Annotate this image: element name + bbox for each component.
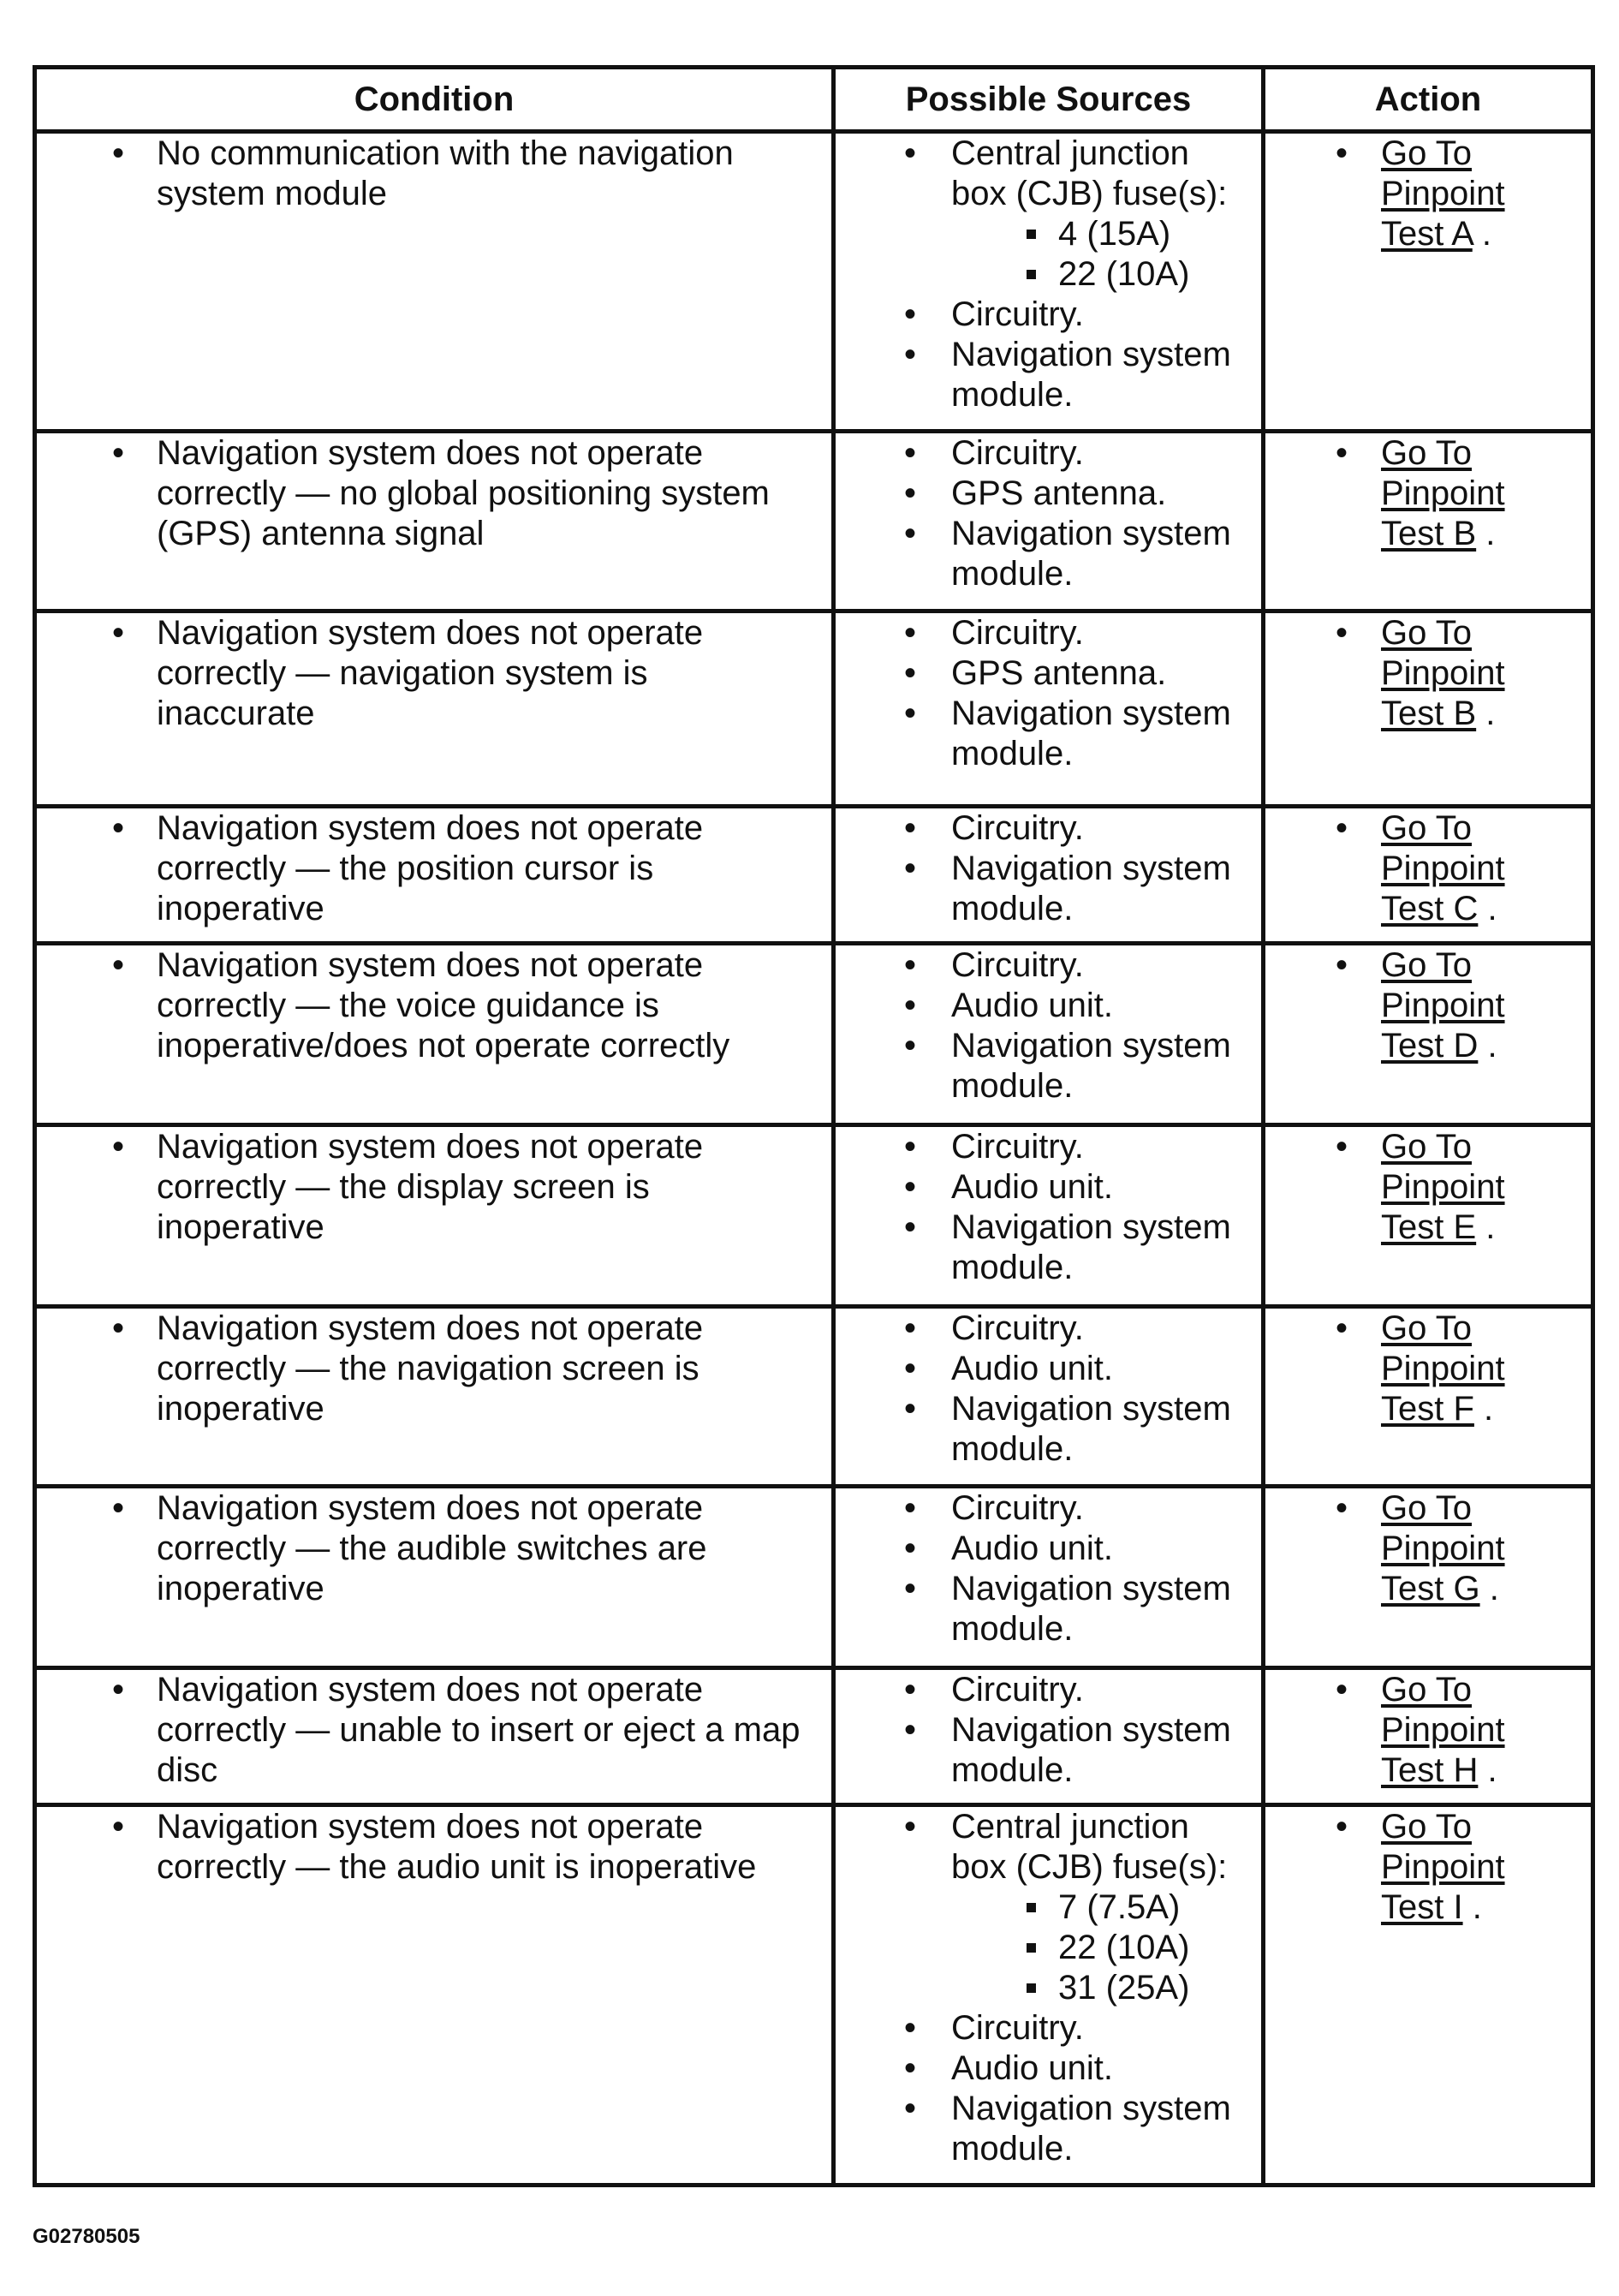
source-item [836,1026,1261,1106]
source-text: Circuitry. [951,1671,1084,1709]
pinpoint-test-link-line[interactable]: Pinpoint [1381,1350,1505,1387]
pinpoint-test-link-line[interactable]: Test H [1381,1751,1479,1789]
source-item [836,1710,1261,1791]
source-text: Audio unit. [951,1350,1114,1387]
source-text: Central junction box (CJB) fuse(s): [951,134,1228,212]
source-text: Audio unit. [951,987,1114,1024]
action-item: • Go To Pinpoint Test D . [1265,945,1591,1066]
table-row [35,1805,1593,2186]
fuse-list [951,214,1253,295]
action-cell [1264,1668,1593,1805]
source-text: Navigation system module. [951,1570,1231,1648]
possible-sources-cell [834,807,1264,944]
fuse-item: 7 (7.5A) [951,1887,1253,1928]
condition-text: • Navigation system does not operate correctly — unable to insert or eject a map disc [37,1670,831,1791]
source-item [836,986,1261,1026]
action-cell [1264,944,1593,1125]
source-text: Navigation system module. [951,850,1231,927]
header-possible-sources: Possible Sources [834,68,1264,132]
fuse-list [951,1887,1253,2008]
source-item [836,433,1261,474]
source-item [836,2008,1261,2049]
table-row [35,1487,1593,1668]
source-item [836,694,1261,774]
source-text: Audio unit. [951,2049,1114,2087]
table-row [35,1307,1593,1487]
source-item [836,1389,1261,1470]
source-text: GPS antenna. [951,474,1167,512]
source-text: Navigation system module. [951,695,1231,772]
pinpoint-test-link[interactable] [1381,1309,1505,1428]
source-item [836,945,1261,986]
possible-sources-cell [834,1125,1264,1307]
possible-sources-cell [834,611,1264,807]
action-cell [1264,1487,1593,1668]
source-text: Navigation system module. [951,2090,1231,2168]
condition-cell [35,132,834,432]
condition-cell [35,1805,834,2186]
source-text: Audio unit. [951,1530,1114,1567]
figure-id: G02780505 [33,2225,140,2248]
action-item: • Go To Pinpoint Test B . [1265,613,1591,734]
condition-text: • Navigation system does not operate correctly — the position cursor is inoperative [37,808,831,929]
source-text: Circuitry. [951,614,1084,652]
pinpoint-test-link[interactable] [1381,614,1505,732]
source-text: Navigation system module. [951,1027,1231,1105]
condition-text: • No communication with the navigation system module [37,134,831,214]
pinpoint-test-link[interactable] [1381,1489,1505,1607]
possible-sources-cell [834,1805,1264,2186]
condition-cell [35,611,834,807]
pinpoint-test-link-line[interactable]: Go To [1381,134,1472,172]
source-text: Circuitry. [951,434,1084,472]
fuse-item: 4 (15A) [951,214,1253,254]
source-text: Navigation system module. [951,515,1231,593]
pinpoint-test-link-line[interactable]: Pinpoint [1381,1530,1505,1567]
condition-cell [35,1307,834,1487]
pinpoint-test-link-line[interactable]: Pinpoint [1381,175,1505,212]
condition-cell [35,807,834,944]
possible-sources-cell [834,132,1264,432]
fuse-item: 31 (25A) [951,1968,1253,2008]
pinpoint-test-link-line[interactable]: Go To [1381,946,1472,984]
condition-text: • Navigation system does not operate correctly — the audio unit is inoperative [37,1807,831,1887]
action-cell [1264,611,1593,807]
condition-text: • Navigation system does not operate correctly — the audible switches are inoperative [37,1488,831,1609]
condition-cell [35,1487,834,1668]
symptom-chart-table [33,65,1595,2187]
source-item [836,1167,1261,1208]
possible-sources-cell [834,1668,1264,1805]
source-text: Circuitry. [951,1309,1084,1347]
possible-sources-cell [834,944,1264,1125]
pinpoint-test-link[interactable] [1381,809,1505,927]
source-item [836,1807,1261,2008]
action-cell [1264,132,1593,432]
pinpoint-test-link-line[interactable]: Test G [1381,1570,1480,1607]
table-row [35,807,1593,944]
source-item [836,335,1261,415]
source-item [836,1670,1261,1710]
pinpoint-test-link[interactable] [1381,1671,1505,1789]
pinpoint-test-link-line[interactable]: Pinpoint [1381,1848,1505,1886]
condition-cell [35,1668,834,1805]
action-item: • Go To Pinpoint Test H . [1265,1670,1591,1791]
pinpoint-test-link-line[interactable]: Test E [1381,1208,1477,1246]
action-cell [1264,1125,1593,1307]
action-item: • Go To Pinpoint Test I . [1265,1807,1591,1928]
action-cell [1264,807,1593,944]
action-item: • Go To Pinpoint Test F . [1265,1309,1591,1429]
action-item: • Go To Pinpoint Test A . [1265,134,1591,254]
action-item: • Go To Pinpoint Test C . [1265,808,1591,929]
action-cell [1264,1805,1593,2186]
source-item [836,1127,1261,1167]
source-item [836,613,1261,653]
source-item [836,1349,1261,1389]
header-condition: Condition [35,68,834,132]
table-row [35,1668,1593,1805]
source-item [836,134,1261,295]
source-item [836,295,1261,335]
pinpoint-test-link-line[interactable]: Test A [1381,215,1473,253]
condition-text: • Navigation system does not operate correctly — the voice guidance is inoperative/does not operate correctly [37,945,831,1066]
fuse-item: 22 (10A) [951,1928,1253,1968]
pinpoint-test-link[interactable] [1381,1128,1505,1246]
source-text: Circuitry. [951,2009,1084,2047]
condition-text: • Navigation system does not operate correctly — navigation system is inaccurate [37,613,831,734]
source-item [836,653,1261,694]
source-text: Navigation system module. [951,1208,1231,1286]
pinpoint-test-link-line[interactable]: Test F [1381,1390,1474,1428]
possible-sources-cell [834,1307,1264,1487]
pinpoint-test-link-line[interactable]: Test B [1381,515,1477,552]
table-row [35,432,1593,611]
source-item [836,514,1261,594]
pinpoint-test-link-line[interactable]: Go To [1381,1671,1472,1709]
pinpoint-test-link-line[interactable]: Go To [1381,1128,1472,1166]
condition-text: • Navigation system does not operate correctly — no global positioning system (GPS) antenna signal [37,433,831,554]
possible-sources-cell [834,1487,1264,1668]
source-text: Circuitry. [951,1128,1084,1166]
pinpoint-test-link-line[interactable]: Go To [1381,809,1472,847]
pinpoint-test-link-line[interactable]: Go To [1381,1489,1472,1527]
condition-cell [35,1125,834,1307]
condition-cell [35,432,834,611]
pinpoint-test-link-line[interactable]: Go To [1381,1808,1472,1846]
source-text: Circuitry. [951,809,1084,847]
source-text: Central junction box (CJB) fuse(s): [951,1808,1228,1886]
source-item [836,474,1261,514]
action-cell [1264,432,1593,611]
source-text: Navigation system module. [951,1711,1231,1789]
action-item: • Go To Pinpoint Test E . [1265,1127,1591,1248]
table-row [35,132,1593,432]
pinpoint-test-link-line[interactable]: Pinpoint [1381,474,1505,512]
pinpoint-test-link-line[interactable]: Go To [1381,1309,1472,1347]
header-row [35,68,1593,132]
source-text: Circuitry. [951,946,1084,984]
action-item: • Go To Pinpoint Test G . [1265,1488,1591,1609]
pinpoint-test-link[interactable] [1381,434,1505,552]
condition-text: • Navigation system does not operate correctly — the display screen is inoperative [37,1127,831,1248]
pinpoint-test-link-line[interactable]: Pinpoint [1381,850,1505,887]
pinpoint-test-link[interactable] [1381,134,1505,253]
source-text: GPS antenna. [951,654,1167,692]
pinpoint-test-link-line[interactable]: Pinpoint [1381,1168,1505,1206]
source-text: Circuitry. [951,1489,1084,1527]
source-item [836,849,1261,929]
pinpoint-test-link[interactable] [1381,946,1505,1065]
source-text: Circuitry. [951,295,1084,333]
source-item [836,1529,1261,1569]
pinpoint-test-link-line[interactable]: Pinpoint [1381,654,1505,692]
source-item [836,1208,1261,1288]
source-item [836,1309,1261,1349]
source-text: Navigation system module. [951,336,1231,414]
pinpoint-test-link-line[interactable]: Go To [1381,614,1472,652]
pinpoint-test-link-line[interactable]: Pinpoint [1381,1711,1505,1749]
header-action: Action [1264,68,1593,132]
source-item [836,2089,1261,2169]
possible-sources-cell [834,432,1264,611]
table-row [35,1125,1593,1307]
symptom-rows [35,132,1593,2186]
source-text: Navigation system module. [951,1390,1231,1468]
pinpoint-test-link-line[interactable]: Test B [1381,695,1477,732]
pinpoint-test-link-line[interactable]: Test I [1381,1888,1463,1926]
source-item [836,2049,1261,2089]
pinpoint-test-link-line[interactable]: Test C [1381,890,1479,927]
pinpoint-test-link-line[interactable]: Pinpoint [1381,987,1505,1024]
table-row [35,944,1593,1125]
pinpoint-test-link-line[interactable]: Go To [1381,434,1472,472]
condition-text: • Navigation system does not operate correctly — the navigation screen is inoperative [37,1309,831,1429]
fuse-item: 22 (10A) [951,254,1253,295]
action-item: • Go To Pinpoint Test B . [1265,433,1591,554]
source-item [836,1488,1261,1529]
table-row [35,611,1593,807]
source-text: Audio unit. [951,1168,1114,1206]
source-item [836,808,1261,849]
action-cell [1264,1307,1593,1487]
pinpoint-test-link[interactable] [1381,1808,1505,1926]
condition-cell [35,944,834,1125]
source-item [836,1569,1261,1649]
pinpoint-test-link-line[interactable]: Test D [1381,1027,1479,1065]
